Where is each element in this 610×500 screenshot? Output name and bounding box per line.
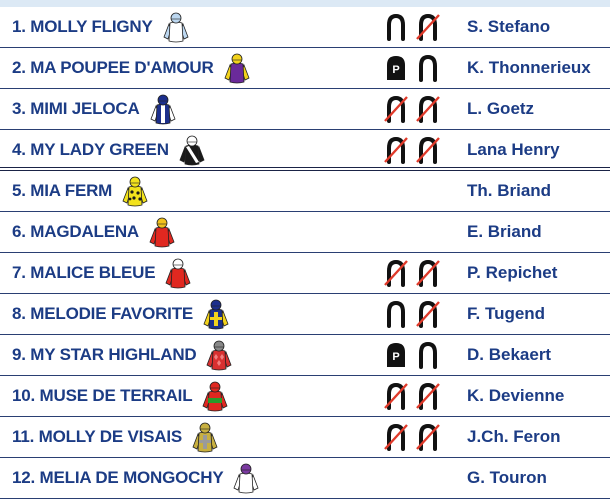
runner-row[interactable] xyxy=(0,212,610,253)
horseshoe-removed-icon xyxy=(414,299,442,329)
runner-row[interactable] xyxy=(0,294,610,335)
horseshoe-removed-icon xyxy=(414,258,442,288)
jockey-name[interactable]: F. Tugend xyxy=(467,304,546,323)
runner-row[interactable] xyxy=(0,253,610,294)
jockey-name[interactable]: Th. Briand xyxy=(467,181,552,200)
runner-name-cell xyxy=(12,458,261,498)
runner-name-cell xyxy=(12,212,177,252)
shoeing-indicators xyxy=(382,340,442,370)
horseshoe-icon xyxy=(382,12,410,42)
svg-text:P: P xyxy=(392,351,400,363)
runner-name[interactable]: 8. MELODIE FAVORITE xyxy=(12,304,194,323)
horseshoe-removed-icon xyxy=(414,12,442,42)
horseshoe-removed-icon xyxy=(414,422,442,452)
horseshoe-removed-icon xyxy=(382,381,410,411)
runner-name[interactable]: 10. MUSE DE TERRAIL xyxy=(12,386,193,405)
jockey-name[interactable]: E. Briand xyxy=(467,222,542,241)
jockey-silk-icon xyxy=(177,134,207,166)
jockey-silk-icon xyxy=(190,421,220,453)
runner-name-cell xyxy=(12,171,150,211)
horseshoe-icon xyxy=(414,340,442,370)
pad-p-icon xyxy=(382,53,410,83)
jockey-name[interactable]: Lana Henry xyxy=(467,140,560,159)
horseshoe-removed-icon xyxy=(414,94,442,124)
shoeing-indicators xyxy=(382,135,442,165)
runner-name-cell xyxy=(12,89,178,129)
jockey-silk-icon xyxy=(161,11,191,43)
runner-row[interactable] xyxy=(0,376,610,417)
runner-name-cell xyxy=(12,48,252,88)
jockey-silk-icon xyxy=(163,257,193,289)
runner-name-cell xyxy=(12,376,230,416)
runner-name-cell xyxy=(12,335,234,375)
shoeing-indicators xyxy=(382,217,442,247)
pad-p-icon xyxy=(382,340,410,370)
runner-name-cell xyxy=(12,7,191,47)
jockey-name[interactable]: P. Repichet xyxy=(467,263,558,282)
runner-name[interactable]: 11. MOLLY DE VISAIS xyxy=(12,427,183,446)
runner-name-cell xyxy=(12,253,193,293)
shoeing-indicators xyxy=(382,176,442,206)
shoeing-indicators xyxy=(382,258,442,288)
jockey-silk-icon xyxy=(200,380,230,412)
jockey-name[interactable]: K. Thonnerieux xyxy=(467,58,591,77)
header-strip xyxy=(0,0,610,7)
jockey-silk-icon xyxy=(148,93,178,125)
jockey-silk-icon xyxy=(201,298,231,330)
svg-text:P: P xyxy=(392,64,400,76)
shoeing-indicators xyxy=(382,463,442,493)
jockey-name[interactable]: L. Goetz xyxy=(467,99,535,118)
runner-name[interactable]: 4. MY LADY GREEN xyxy=(12,140,169,159)
jockey-silk-icon xyxy=(120,175,150,207)
runner-row[interactable] xyxy=(0,7,610,48)
jockey-name[interactable]: K. Devienne xyxy=(467,386,565,405)
runner-row[interactable] xyxy=(0,130,610,171)
runner-name[interactable]: 6. MAGDALENA xyxy=(12,222,139,241)
shoeing-indicators xyxy=(382,299,442,329)
shoeing-indicators xyxy=(382,12,442,42)
horseshoe-icon xyxy=(414,53,442,83)
shoeing-indicators xyxy=(382,94,442,124)
runner-name[interactable]: 1. MOLLY FLIGNY xyxy=(12,17,153,36)
runner-name-cell xyxy=(12,130,207,170)
runner-name[interactable]: 5. MIA FERM xyxy=(12,181,113,200)
horseshoe-removed-icon xyxy=(382,258,410,288)
jockey-silk-icon xyxy=(204,339,234,371)
jockey-name[interactable]: S. Stefano xyxy=(467,17,551,36)
runner-name-cell xyxy=(12,417,220,457)
horseshoe-removed-icon xyxy=(382,94,410,124)
shoeing-indicators xyxy=(382,53,442,83)
jockey-silk-icon xyxy=(222,52,252,84)
jockey-name[interactable]: J.Ch. Feron xyxy=(467,427,561,446)
horseshoe-removed-icon xyxy=(414,381,442,411)
horseshoe-removed-icon xyxy=(382,422,410,452)
shoeing-indicators xyxy=(382,422,442,452)
runner-row[interactable] xyxy=(0,417,610,458)
jockey-name[interactable]: D. Bekaert xyxy=(467,345,552,364)
runner-name[interactable]: 2. MA POUPEE D'AMOUR xyxy=(12,58,214,77)
runner-name-cell xyxy=(12,294,231,334)
horseshoe-removed-icon xyxy=(414,135,442,165)
runner-row[interactable] xyxy=(0,89,610,130)
jockey-name[interactable]: G. Touron xyxy=(467,468,547,487)
jockey-silk-icon xyxy=(147,216,177,248)
runner-row[interactable] xyxy=(0,335,610,376)
horseshoe-icon xyxy=(382,299,410,329)
jockey-silk-icon xyxy=(231,462,261,494)
runner-row[interactable] xyxy=(0,171,610,212)
horseshoe-removed-icon xyxy=(382,135,410,165)
runner-name[interactable]: 12. MELIA DE MONGOCHY xyxy=(12,468,224,487)
runner-name[interactable]: 7. MALICE BLEUE xyxy=(12,263,156,282)
runner-name[interactable]: 3. MIMI JELOCA xyxy=(12,99,140,118)
shoeing-indicators xyxy=(382,381,442,411)
runner-name[interactable]: 9. MY STAR HIGHLAND xyxy=(12,345,197,364)
runner-row[interactable] xyxy=(0,458,610,499)
runner-row[interactable] xyxy=(0,48,610,89)
runner-list xyxy=(0,7,610,499)
